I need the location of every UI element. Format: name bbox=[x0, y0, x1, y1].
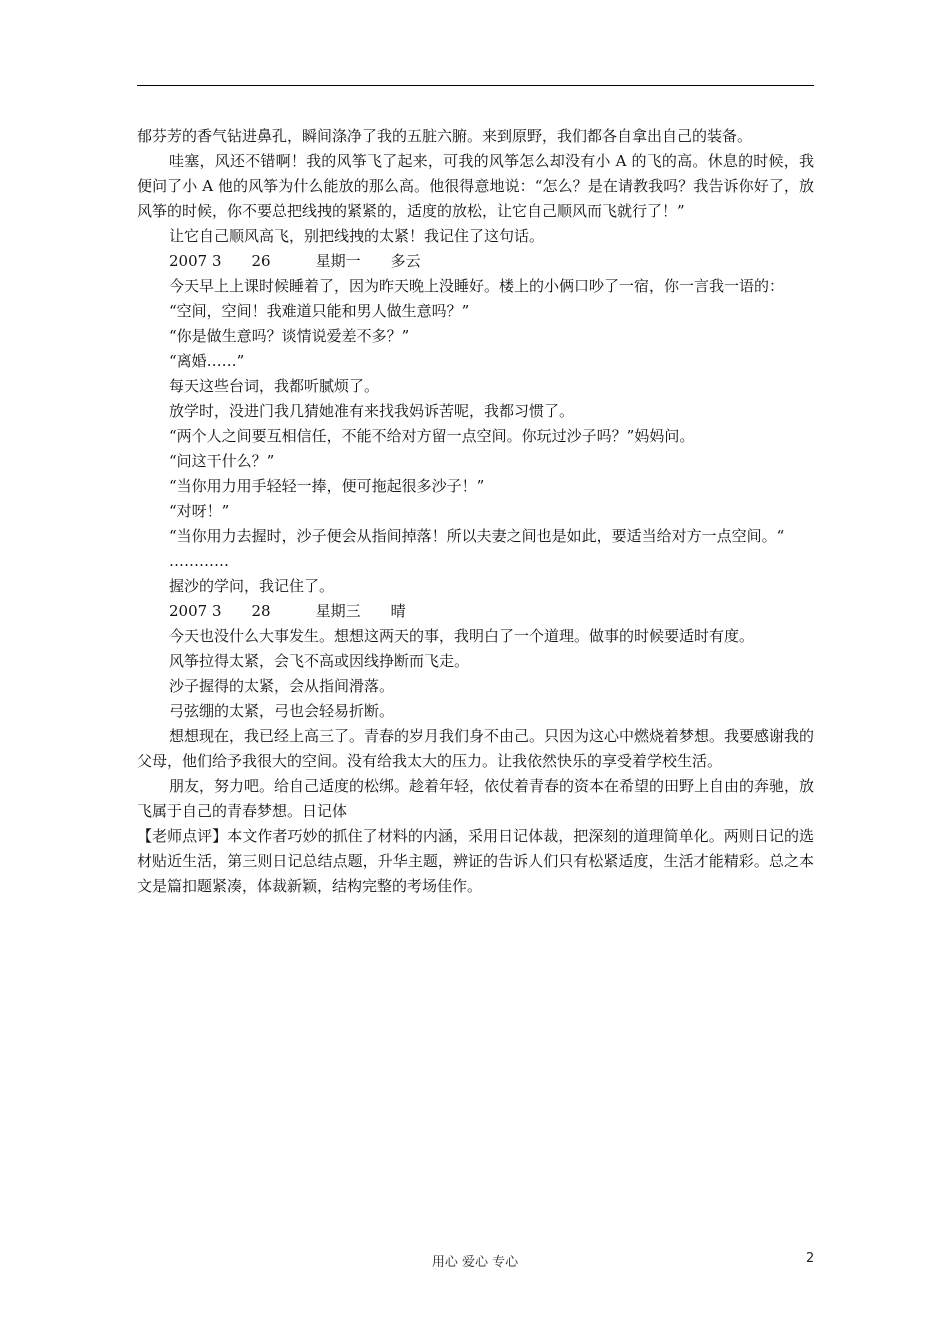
paragraph: “当你用力去握时，沙子便会从指间掉落！所以夫妻之间也是如此，要适当给对方一点空间。“ bbox=[169, 527, 785, 545]
paragraph: “两个人之间要互相信任，不能不给对方留一点空间。你玩过沙子吗？”妈妈问。 bbox=[169, 427, 695, 445]
paragraph: 每天这些台词，我都听腻烦了。 bbox=[169, 377, 380, 395]
paragraph: 郁芬芳的香气钻进鼻孔，瞬间涤净了我的五脏六腑。来到原野，我们都各自拿出自己的装备。 bbox=[137, 127, 753, 145]
paragraph: 想想现在，我已经上高三了。青春的岁月我们身不由己。只因为这心中燃烧着梦想。我要感谢我的父母，他们给予我很大的空间。没有给我太大的压力。让我依然快乐的享受着学校生活。 bbox=[137, 727, 815, 770]
paragraph: ………… bbox=[169, 552, 229, 570]
paragraph: 让它自己顺风高飞，别把线拽的太紧！我记住了这句话。 bbox=[169, 227, 545, 245]
paragraph: 弓弦绷的太紧，弓也会轻易折断。 bbox=[169, 702, 395, 720]
paragraph: “问这干什么？” bbox=[169, 452, 275, 470]
paragraph: 朋友，努力吧。给自己适度的松绑。趁着年轻，依仗着青春的资本在希望的田野上自由的奔驰，放飞属于自己的青春梦想。日记体 bbox=[137, 777, 815, 820]
paragraph: 【老师点评】本文作者巧妙的抓住了材料的内涵，采用日记体裁，把深刻的道理简单化。两则日记的选材贴近生活，第三则日记总结点题，升华主题，辨证的告诉人们只有松紧适度，生活才能精彩。总之本文是篇扣题紧凑，体裁新颖，结构完整的考场佳作。 bbox=[137, 827, 814, 895]
footer-slogan: 用心 爱心 专心 bbox=[431, 1255, 519, 1270]
paragraph: 放学时，没进门我几猜她准有来找我妈诉苦呢，我都习惯了。 bbox=[169, 402, 575, 420]
article-body bbox=[137, 124, 814, 899]
paragraph: 今天也没什么大事发生。想想这两天的事，我明白了一个道理。做事的时候要适时有度。 bbox=[169, 627, 755, 645]
paragraph: “你是做生意吗？谈情说爱差不多？” bbox=[169, 327, 410, 345]
paragraph: 沙子握得的太紧，会从指间滑落。 bbox=[169, 677, 395, 695]
paragraph: 今天早上上课时候睡着了，因为昨天晚上没睡好。楼上的小俩口吵了一宿，你一言我一语的： bbox=[169, 277, 785, 295]
paragraph: “离婚……” bbox=[169, 352, 245, 370]
paragraph: 2007 3 26 星期一 多云 bbox=[169, 252, 421, 270]
page-number: 2 bbox=[806, 1251, 815, 1266]
paragraph: “对呀！” bbox=[169, 502, 230, 520]
paragraph: 2007 3 28 星期三 晴 bbox=[169, 602, 406, 620]
paragraph: 握沙的学问，我记住了。 bbox=[169, 577, 335, 595]
paragraph: 风筝拉得太紧，会飞不高或因线挣断而飞走。 bbox=[169, 652, 470, 670]
header-rule bbox=[137, 85, 814, 86]
paragraph: “当你用力用手轻轻一捧，便可拖起很多沙子！” bbox=[169, 477, 485, 495]
paragraph: “空间，空间！我难道只能和男人做生意吗？” bbox=[169, 302, 470, 320]
paragraph: 哇塞，风还不错啊！我的风筝飞了起来，可我的风筝怎么却没有小 A 的飞的高。休息的时候，我便问了小 A 他的风筝为什么能放的那么高。他很得意地说：“怎么？是在请教我吗？我告诉你好了，放风筝的时候，你不要总把线拽的紧紧的，适度的放松，让它自己顺风而飞就行了！” bbox=[137, 152, 814, 220]
